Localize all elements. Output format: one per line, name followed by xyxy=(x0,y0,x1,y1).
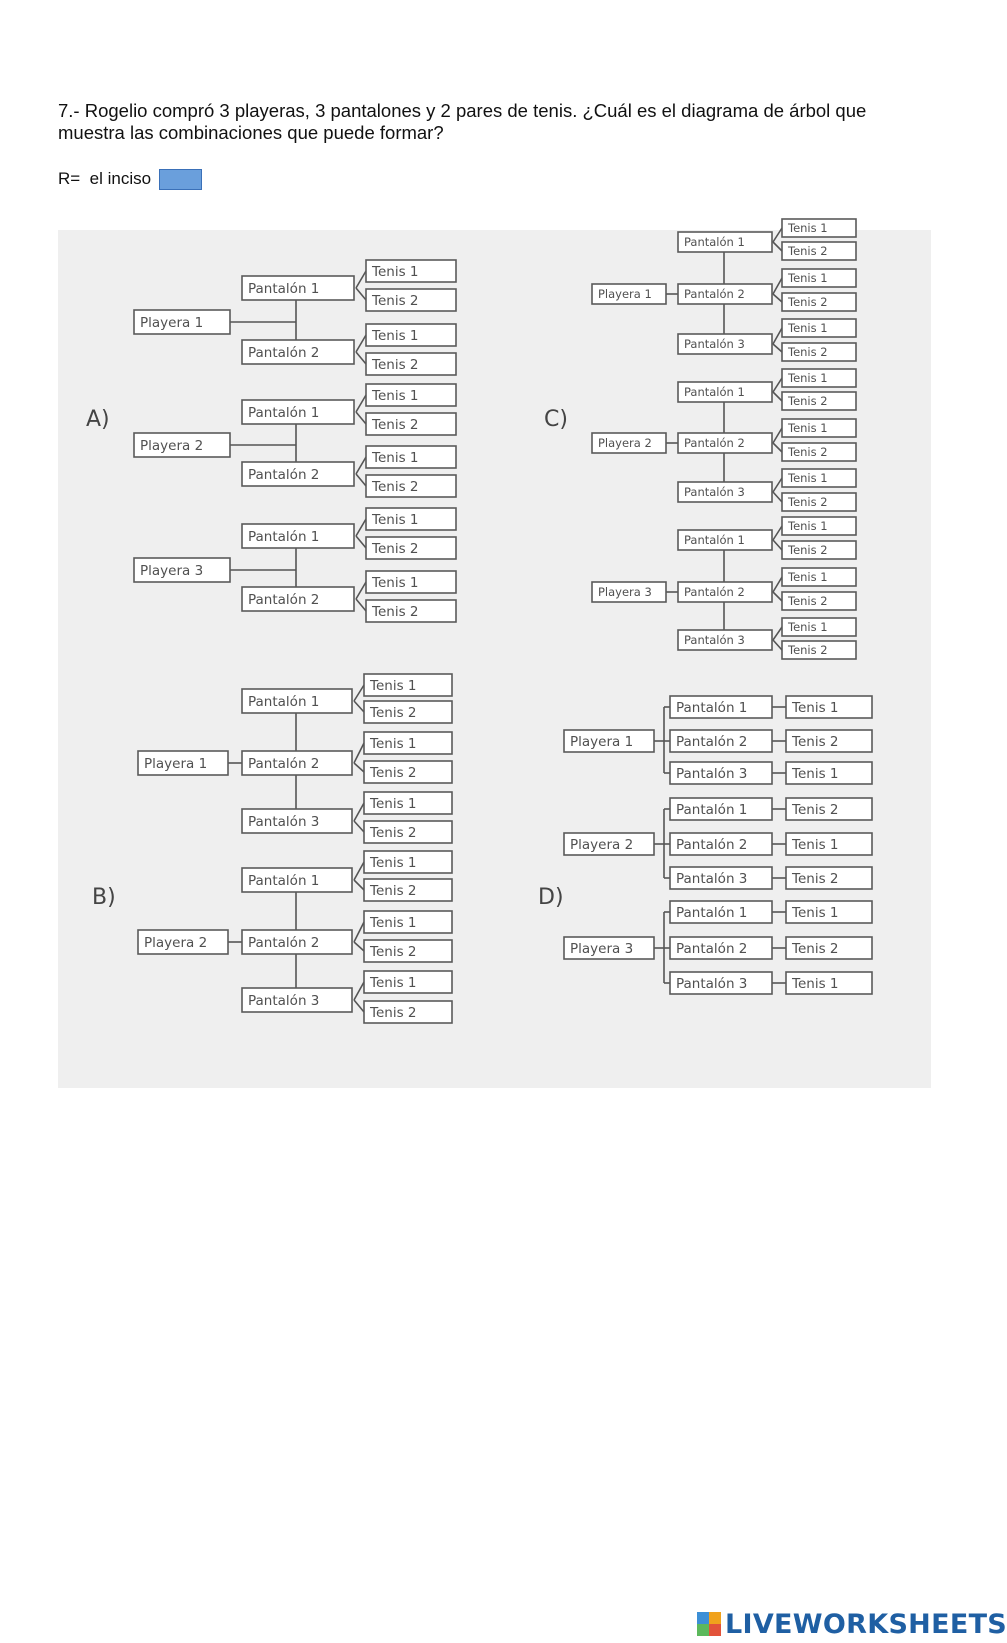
a-playera_2-pantalon_2-tenis_2-label: Tenis 2 xyxy=(372,478,419,495)
b-playera_1-pantalon_3-node xyxy=(242,809,352,833)
a-playera_2-pantalon_1-label: Pantalón 1 xyxy=(248,404,320,421)
c-playera_3-label: Playera 3 xyxy=(598,585,652,600)
a-playera_1-pantalon_1-tenis_1-node xyxy=(366,260,456,282)
answer-label: R= el inciso xyxy=(58,169,152,188)
panel-label-b: B) xyxy=(92,885,116,910)
b-playera_2-label: Playera 2 xyxy=(144,934,208,951)
d-playera_3-pantalon_2-tenis_2-node xyxy=(786,937,872,959)
d-playera_3-pantalon_2-label: Pantalón 2 xyxy=(676,940,748,957)
c-playera_2-pantalon_3-tenis_1-node xyxy=(782,469,856,487)
c-playera_2-pantalon_1-tenis_1-label: Tenis 1 xyxy=(788,371,828,386)
c-playera_1-pantalon_1-tenis_2-node xyxy=(782,242,856,260)
b-playera_2-pantalon_2-tenis_2-node xyxy=(364,940,452,962)
c-playera_3-pantalon_2-tenis_2-label: Tenis 2 xyxy=(788,594,828,609)
c-playera_1-pantalon_1-node xyxy=(678,232,772,252)
c-playera_2-pantalon_2-tenis_2-node xyxy=(782,443,856,461)
c-playera_3-pantalon_2-label: Pantalón 2 xyxy=(684,585,745,600)
b-playera_2-pantalon_1-node xyxy=(242,868,352,892)
liveworksheets-logo-text: LIVEWORKSHEETS xyxy=(725,1608,1007,1640)
c-playera_2-label: Playera 2 xyxy=(598,436,652,451)
b-playera_1-pantalon_3-tenis_1-node xyxy=(364,792,452,814)
c-playera_3-pantalon_1-tenis_2-label: Tenis 2 xyxy=(788,543,828,558)
a-playera_1-pantalon_1-tenis_1-label: Tenis 1 xyxy=(372,263,419,280)
d-playera_2-pantalon_3-label: Pantalón 3 xyxy=(676,870,748,887)
d-playera_2-pantalon_2-node xyxy=(670,833,772,855)
d-playera_1-pantalon_3-tenis_1-label: Tenis 1 xyxy=(792,765,839,782)
a-playera_3-pantalon_2-tenis_1-label: Tenis 1 xyxy=(372,574,419,591)
a-playera_1-pantalon_1-tenis_2-node xyxy=(366,289,456,311)
d-playera_3-label: Playera 3 xyxy=(570,940,634,957)
d-playera_2-pantalon_3-tenis_2-node xyxy=(786,867,872,889)
c-playera_3-node xyxy=(592,582,666,602)
d-playera_2-pantalon_1-tenis_2-label: Tenis 2 xyxy=(792,801,839,818)
a-playera_1-pantalon_2-label: Pantalón 2 xyxy=(248,344,320,361)
b-playera_2-pantalon_1-label: Pantalón 1 xyxy=(248,872,320,889)
a-playera_2-pantalon_2-tenis_1-label: Tenis 1 xyxy=(372,449,419,466)
a-playera_1-pantalon_1-tenis_2-label: Tenis 2 xyxy=(372,292,419,309)
a-playera_2-pantalon_1-tenis_1-node xyxy=(366,384,456,406)
a-playera_2-pantalon_1-node xyxy=(242,400,354,424)
c-playera_2-pantalon_2-tenis_2-label: Tenis 2 xyxy=(788,445,828,460)
a-playera_3-pantalon_1-tenis_2-label: Tenis 2 xyxy=(372,540,419,557)
a-playera_3-pantalon_1-tenis_2-node xyxy=(366,537,456,559)
c-playera_1-pantalon_2-label: Pantalón 2 xyxy=(684,287,745,302)
c-playera_1-pantalon_1-tenis_1-label: Tenis 1 xyxy=(788,221,828,236)
b-playera_1-pantalon_2-tenis_1-label: Tenis 1 xyxy=(370,735,417,752)
c-playera_3-pantalon_1-tenis_1-node xyxy=(782,517,856,535)
a-playera_3-pantalon_1-tenis_1-node xyxy=(366,508,456,530)
d-playera_3-pantalon_3-tenis_1-label: Tenis 1 xyxy=(792,975,839,992)
c-playera_1-pantalon_2-tenis_2-node xyxy=(782,293,856,311)
a-playera_1-pantalon_2-tenis_2-node xyxy=(366,353,456,375)
c-playera_3-pantalon_3-tenis_2-label: Tenis 2 xyxy=(788,643,828,658)
c-playera_2-pantalon_1-tenis_2-label: Tenis 2 xyxy=(788,394,828,409)
c-playera_1-pantalon_2-tenis_1-node xyxy=(782,269,856,287)
a-playera_3-pantalon_2-tenis_2-label: Tenis 2 xyxy=(372,603,419,620)
a-playera_3-node xyxy=(134,558,230,582)
a-playera_2-node xyxy=(134,433,230,457)
b-playera_1-node xyxy=(138,751,228,775)
c-playera_3-pantalon_2-node xyxy=(678,582,772,602)
b-playera_2-pantalon_2-tenis_1-label: Tenis 1 xyxy=(370,914,417,931)
b-playera_1-pantalon_2-tenis_2-label: Tenis 2 xyxy=(370,764,417,781)
d-playera_2-pantalon_2-label: Pantalón 2 xyxy=(676,836,748,853)
b-playera_1-pantalon_3-tenis_2-label: Tenis 2 xyxy=(370,824,417,841)
a-playera_3-pantalon_2-label: Pantalón 2 xyxy=(248,591,320,608)
a-playera_3-pantalon_2-tenis_1-node xyxy=(366,571,456,593)
d-playera_1-pantalon_2-tenis_2-node xyxy=(786,730,872,752)
d-playera_3-pantalon_1-tenis_1-node xyxy=(786,901,872,923)
c-playera_3-pantalon_2-tenis_1-node xyxy=(782,568,856,586)
d-playera_2-pantalon_2-tenis_1-label: Tenis 1 xyxy=(792,836,839,853)
b-playera_2-pantalon_1-tenis_2-label: Tenis 2 xyxy=(370,882,417,899)
b-playera_1-pantalon_2-label: Pantalón 2 xyxy=(248,755,320,772)
a-playera_2-label: Playera 2 xyxy=(140,437,204,454)
c-playera_3-pantalon_3-node xyxy=(678,630,772,650)
a-playera_3-pantalon_1-node xyxy=(242,524,354,548)
a-playera_2-pantalon_2-tenis_2-node xyxy=(366,475,456,497)
c-playera_1-pantalon_2-tenis_1-label: Tenis 1 xyxy=(788,271,828,286)
b-playera_2-pantalon_2-tenis_2-label: Tenis 2 xyxy=(370,943,417,960)
d-playera_1-pantalon_3-label: Pantalón 3 xyxy=(676,765,748,782)
b-playera_2-pantalon_1-tenis_1-label: Tenis 1 xyxy=(370,854,417,871)
b-playera_2-pantalon_2-label: Pantalón 2 xyxy=(248,934,320,951)
d-playera_1-pantalon_1-label: Pantalón 1 xyxy=(676,699,748,716)
c-playera_1-label: Playera 1 xyxy=(598,287,652,302)
answer-row xyxy=(58,166,202,192)
d-playera_3-pantalon_3-label: Pantalón 3 xyxy=(676,975,748,992)
c-playera_2-pantalon_1-tenis_2-node xyxy=(782,392,856,410)
b-playera_2-node xyxy=(138,930,228,954)
b-playera_2-pantalon_1-tenis_2-node xyxy=(364,879,452,901)
a-playera_1-pantalon_2-tenis_1-node xyxy=(366,324,456,346)
c-playera_3-pantalon_1-node xyxy=(678,530,772,550)
a-playera_1-pantalon_1-node xyxy=(242,276,354,300)
c-playera_2-pantalon_3-tenis_2-node xyxy=(782,493,856,511)
a-playera_1-pantalon_2-tenis_2-label: Tenis 2 xyxy=(372,356,419,373)
c-playera_3-pantalon_1-label: Pantalón 1 xyxy=(684,533,745,548)
c-playera_1-pantalon_2-tenis_2-label: Tenis 2 xyxy=(788,295,828,310)
tree-diagram-figure xyxy=(58,221,931,1088)
d-playera_2-pantalon_3-node xyxy=(670,867,772,889)
b-playera_2-pantalon_3-node xyxy=(242,988,352,1012)
b-playera_1-pantalon_2-tenis_1-node xyxy=(364,732,452,754)
a-playera_2-pantalon_2-tenis_1-node xyxy=(366,446,456,468)
d-playera_1-pantalon_1-tenis_1-label: Tenis 1 xyxy=(792,699,839,716)
c-playera_2-node xyxy=(592,433,666,453)
c-playera_1-pantalon_3-tenis_2-label: Tenis 2 xyxy=(788,345,828,360)
a-playera_2-pantalon_2-label: Pantalón 2 xyxy=(248,466,320,483)
a-playera_1-node xyxy=(134,310,230,334)
b-playera_1-pantalon_3-tenis_1-label: Tenis 1 xyxy=(370,795,417,812)
d-playera_1-pantalon_1-node xyxy=(670,696,772,718)
b-playera_1-pantalon_1-tenis_2-label: Tenis 2 xyxy=(370,704,417,721)
a-playera_3-pantalon_2-tenis_2-node xyxy=(366,600,456,622)
d-playera_1-pantalon_3-node xyxy=(670,762,772,784)
b-playera_1-pantalon_3-label: Pantalón 3 xyxy=(248,813,320,830)
d-playera_2-node xyxy=(564,833,654,855)
c-playera_2-pantalon_2-tenis_1-label: Tenis 1 xyxy=(788,421,828,436)
d-playera_2-label: Playera 2 xyxy=(570,836,634,853)
d-playera_2-pantalon_3-tenis_2-label: Tenis 2 xyxy=(792,870,839,887)
b-playera_2-pantalon_2-tenis_1-node xyxy=(364,911,452,933)
c-playera_1-pantalon_3-tenis_1-label: Tenis 1 xyxy=(788,321,828,336)
panel-label-a: A) xyxy=(86,407,110,432)
c-playera_3-pantalon_3-tenis_2-node xyxy=(782,641,856,659)
d-playera_3-pantalon_1-label: Pantalón 1 xyxy=(676,904,748,921)
b-playera_2-pantalon_3-label: Pantalón 3 xyxy=(248,992,320,1009)
d-playera_1-pantalon_2-node xyxy=(670,730,772,752)
c-playera_2-pantalon_3-node xyxy=(678,482,772,502)
answer-input[interactable] xyxy=(159,169,202,190)
c-playera_3-pantalon_1-tenis_2-node xyxy=(782,541,856,559)
d-playera_3-pantalon_2-tenis_2-label: Tenis 2 xyxy=(792,940,839,957)
a-playera_2-pantalon_1-tenis_2-label: Tenis 2 xyxy=(372,416,419,433)
a-playera_1-pantalon_2-tenis_1-label: Tenis 1 xyxy=(372,327,419,344)
b-playera_2-pantalon_3-tenis_2-label: Tenis 2 xyxy=(370,1004,417,1021)
d-playera_3-pantalon_1-node xyxy=(670,901,772,923)
c-playera_1-pantalon_1-tenis_2-label: Tenis 2 xyxy=(788,244,828,259)
d-playera_2-pantalon_1-label: Pantalón 1 xyxy=(676,801,748,818)
b-playera_2-pantalon_3-tenis_2-node xyxy=(364,1001,452,1023)
b-playera_1-pantalon_2-tenis_2-node xyxy=(364,761,452,783)
c-playera_1-pantalon_2-node xyxy=(678,284,772,304)
panel-label-d: D) xyxy=(538,885,564,910)
a-playera_1-label: Playera 1 xyxy=(140,314,204,331)
liveworksheets-logo xyxy=(697,1609,1007,1639)
b-playera_1-pantalon_1-tenis_2-node xyxy=(364,701,452,723)
d-playera_1-pantalon_2-tenis_2-label: Tenis 2 xyxy=(792,733,839,750)
c-playera_3-pantalon_2-tenis_1-label: Tenis 1 xyxy=(788,570,828,585)
d-playera_1-pantalon_3-tenis_1-node xyxy=(786,762,872,784)
b-playera_2-pantalon_3-tenis_1-label: Tenis 1 xyxy=(370,974,417,991)
c-playera_2-pantalon_1-tenis_1-node xyxy=(782,369,856,387)
b-playera_1-pantalon_1-node xyxy=(242,689,352,713)
d-playera_2-pantalon_1-tenis_2-node xyxy=(786,798,872,820)
a-playera_3-label: Playera 3 xyxy=(140,562,204,579)
c-playera_2-pantalon_3-label: Pantalón 3 xyxy=(684,485,745,500)
c-playera_3-pantalon_3-tenis_1-node xyxy=(782,618,856,636)
d-playera_3-pantalon_1-tenis_1-label: Tenis 1 xyxy=(792,904,839,921)
liveworksheets-logo-icon xyxy=(697,1612,721,1636)
a-playera_3-pantalon_1-label: Pantalón 1 xyxy=(248,528,320,545)
c-playera_1-pantalon_3-tenis_2-node xyxy=(782,343,856,361)
c-playera_2-pantalon_3-tenis_2-label: Tenis 2 xyxy=(788,495,828,510)
d-playera_2-pantalon_1-node xyxy=(670,798,772,820)
b-playera_1-label: Playera 1 xyxy=(144,755,208,772)
c-playera_2-pantalon_2-label: Pantalón 2 xyxy=(684,436,745,451)
c-playera_1-pantalon_1-label: Pantalón 1 xyxy=(684,235,745,250)
c-playera_1-pantalon_3-label: Pantalón 3 xyxy=(684,337,745,352)
c-playera_3-pantalon_1-tenis_1-label: Tenis 1 xyxy=(788,519,828,534)
d-playera_1-pantalon_1-tenis_1-node xyxy=(786,696,872,718)
d-playera_3-node xyxy=(564,937,654,959)
d-playera_1-label: Playera 1 xyxy=(570,733,634,750)
a-playera_2-pantalon_2-node xyxy=(242,462,354,486)
c-playera_1-pantalon_3-node xyxy=(678,334,772,354)
panel-label-c: C) xyxy=(544,407,568,432)
a-playera_2-pantalon_1-tenis_1-label: Tenis 1 xyxy=(372,387,419,404)
c-playera_2-pantalon_3-tenis_1-label: Tenis 1 xyxy=(788,471,828,486)
a-playera_3-pantalon_1-tenis_1-label: Tenis 1 xyxy=(372,511,419,528)
d-playera_3-pantalon_3-node xyxy=(670,972,772,994)
d-playera_2-pantalon_2-tenis_1-node xyxy=(786,833,872,855)
c-playera_3-pantalon_2-tenis_2-node xyxy=(782,592,856,610)
tree-diagrams-svg xyxy=(58,221,931,1088)
d-playera_3-pantalon_3-tenis_1-node xyxy=(786,972,872,994)
a-playera_3-pantalon_2-node xyxy=(242,587,354,611)
c-playera_2-pantalon_2-tenis_1-node xyxy=(782,419,856,437)
b-playera_1-pantalon_3-tenis_2-node xyxy=(364,821,452,843)
d-playera_1-node xyxy=(564,730,654,752)
c-playera_1-pantalon_3-tenis_1-node xyxy=(782,319,856,337)
c-playera_1-pantalon_1-tenis_1-node xyxy=(782,219,856,237)
c-playera_3-pantalon_3-tenis_1-label: Tenis 1 xyxy=(788,620,828,635)
b-playera_1-pantalon_1-label: Pantalón 1 xyxy=(248,693,320,710)
a-playera_1-pantalon_2-node xyxy=(242,340,354,364)
d-playera_1-pantalon_2-label: Pantalón 2 xyxy=(676,733,748,750)
c-playera_2-pantalon_2-node xyxy=(678,433,772,453)
a-playera_1-pantalon_1-label: Pantalón 1 xyxy=(248,280,320,297)
b-playera_2-pantalon_3-tenis_1-node xyxy=(364,971,452,993)
question-text: 7.- Rogelio compró 3 playeras, 3 pantalones y 2 pares de tenis. ¿Cuál es el diagrama de árbol que muestra las combinaciones que puede formar? xyxy=(58,100,867,143)
b-playera_1-pantalon_1-tenis_1-label: Tenis 1 xyxy=(370,677,417,694)
b-playera_2-pantalon_1-tenis_1-node xyxy=(364,851,452,873)
d-playera_3-pantalon_2-node xyxy=(670,937,772,959)
c-playera_3-pantalon_3-label: Pantalón 3 xyxy=(684,633,745,648)
b-playera_1-pantalon_2-node xyxy=(242,751,352,775)
c-playera_2-pantalon_1-node xyxy=(678,382,772,402)
c-playera_1-node xyxy=(592,284,666,304)
b-playera_2-pantalon_2-node xyxy=(242,930,352,954)
a-playera_2-pantalon_1-tenis_2-node xyxy=(366,413,456,435)
b-playera_1-pantalon_1-tenis_1-node xyxy=(364,674,452,696)
c-playera_2-pantalon_1-label: Pantalón 1 xyxy=(684,385,745,400)
